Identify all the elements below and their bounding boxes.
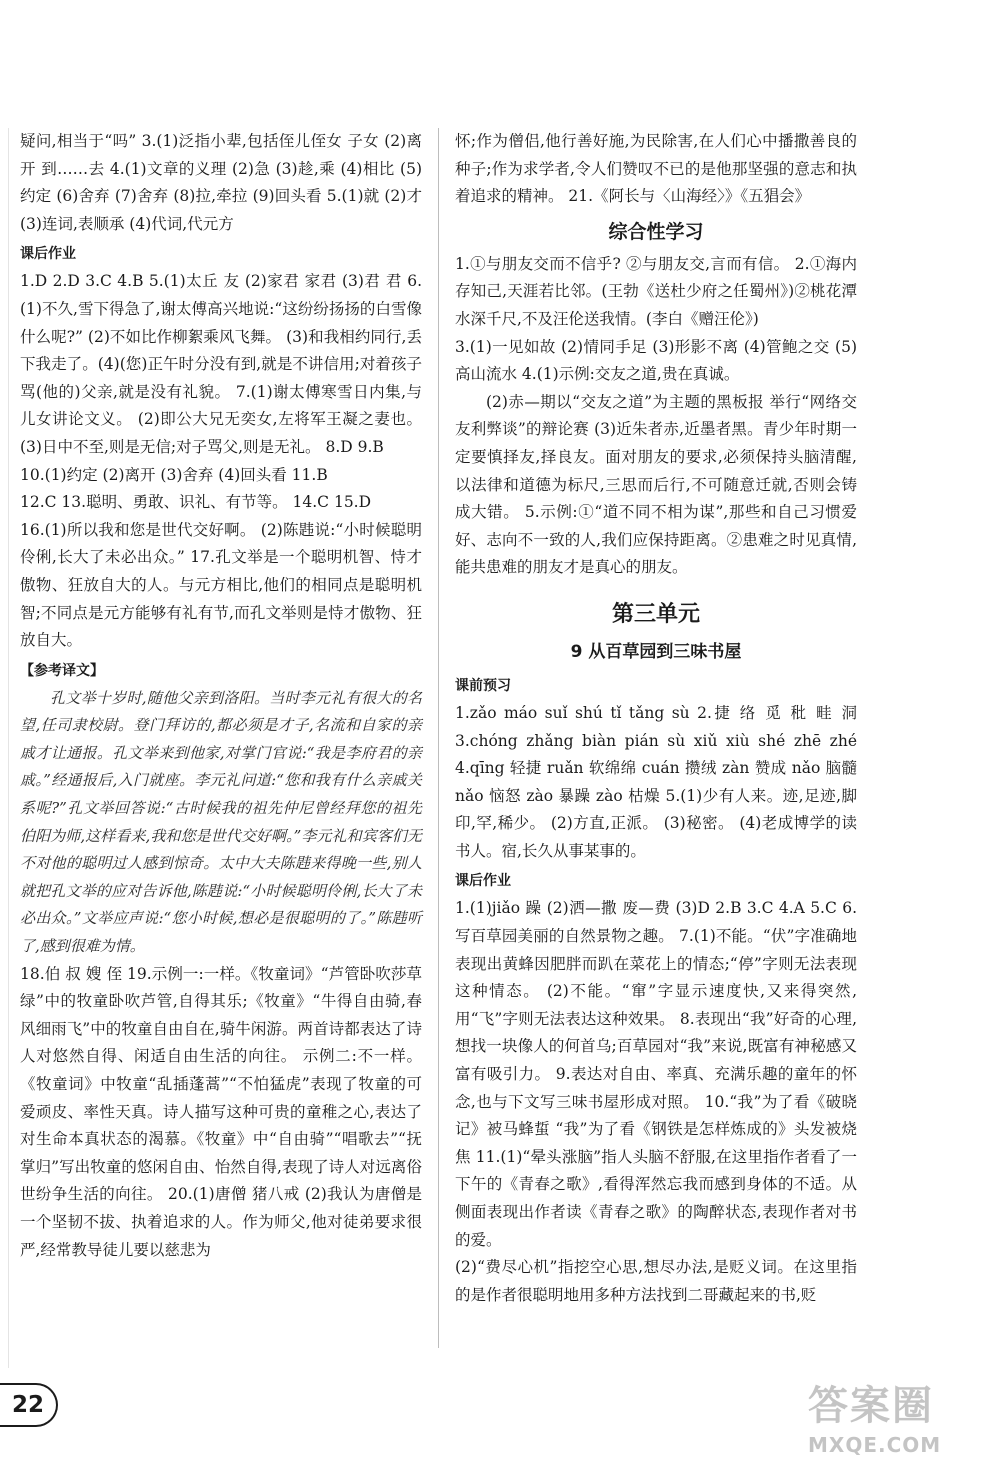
answer-paragraph: 18.伯 叔 嫂 侄 19.示例一:一样。《牧童词》“芦管卧吹莎草绿”中的牧童卧吹芦管,自得其乐;《牧童》“牛得自由骑,春风细雨飞”中的牧童自由自在,骑牛闲游。两首诗都表达了诗人对悠然自得、闲适自由生活的向往。 示例二:不一样。《牧童词》中牧童“乱插蓬蒿”“不怕猛虎”表现了牧童的可爱顽皮、率性天真。诗人描写这种可贵的童稚之心,表达了对生命本真状态的渴慕。《牧童》中“自由骑”“唱歌去”“抚掌归”写出牧童的悠闲自由、怡然自得,表现了诗人对远离俗世纷争生活的向往。 20.(1)唐僧 猪八戒 (2)我认为唐僧是一个坚韧不拔、执着追求的人。作为师父,他对徒弟要求很严,经常教导徒儿要以慈悲为: [20, 964, 422, 1259]
answer-paragraph: 怀;作为僧侣,他行善好施,为民除害,在人们心中播撒善良的种子;作为求学者,令人们赞叹不已的是他那坚强的意志和执着追求的精神。 21.《阿长与〈山海经〉》《五猖会》: [455, 132, 857, 206]
answer-paragraph: 10.(1)约定 (2)离开 (3)舍弃 (4)回头看 11.B: [20, 465, 328, 484]
answer-paragraph: 1.D 2.D 3.C 4.B 5.(1)太丘 友 (2)家君 家君 (3)君 君 6.(1)不久,雪下得急了,谢太傅高兴地说:“这纷纷扬扬的白雪像什么呢?” (2)不如比作柳絮乘风飞舞。 (3)和我相约同行,丢下我走了。(4)(您)正午时分没有到,就是不讲信用;对着孩子骂(他的)父亲,就是没有礼貌。 7.(1)谢太傅寒雪日内集,与儿女讲论文义。 (2)即公大兄无奕女,左将军王凝之妻也。 (3)日中不至,则是无信;对子骂父,则是无礼。 8.D 9.B: [20, 272, 422, 456]
lesson-title: 9 从百草园到三味书屋: [570, 641, 742, 662]
answer-paragraph: 12.C 13.聪明、勇敢、识礼、有节等。 14.C 15.D: [20, 493, 372, 512]
section-heading-translation: 【参考译文】: [20, 662, 104, 679]
unit-title: 第三单元: [611, 601, 700, 627]
answer-paragraph: 疑问,相当于“吗” 3.(1)泛指小辈,包括侄儿侄女 子女 (2)离开 到……去 4.(1)文章的义理 (2)急 (3)趁,乘 (4)相比 (5)约定 (6)舍弃 (7)舍弃 (8)拉,牵拉 (9)回头看 5.(1)就 (2)才 (3)连词,表顺承 (4)代词,代元方: [20, 132, 422, 233]
section-title: 综合性学习: [608, 220, 704, 243]
right-column: [455, 128, 857, 1309]
page-number: 22: [0, 1383, 58, 1427]
answer-paragraph: (2)“费尽心机”指挖空心思,想尽办法,是贬义词。在这里指的是作者很聪明地用多种方法找到二哥藏起来的书,贬: [455, 1258, 857, 1304]
section-heading-preview: 课前预习: [455, 677, 511, 694]
handwritten-translation: 孔文举十岁时,随他父亲到洛阳。当时李元礼有很大的名望,任司隶校尉。登门拜访的,都必须是才子,名流和自家的亲戚才让通报。孔文举来到他家,对掌门官说:“我是李府君的亲戚。”经通报后,入门就座。李元礼问道:“您和我有什么亲戚关系呢?”孔文举回答说:“古时候我的祖先仲尼曾经拜您的祖先伯阳为师,这样看来,我和您是世代交好啊。”李元礼和宾客们无不对他的聪明过人感到惊奇。太中大夫陈韪来得晚一些,别人就把孔文举的应对告诉他,陈韪说:“小时候聪明伶俐,长大了未必出众。”文举应声说:“您小时候,想必是很聪明的了。”陈韪听了,感到很难为情。: [20, 688, 422, 956]
answer-paragraph: 1.(1)jiǎo 躁 (2)洒—撒 废—费 (3)D 2.B 3.C 4.A 5.C 6.写百草园美丽的自然景物之趣。 7.(1)不能。“伏”字准确地表现出黄蜂因肥胖而趴在菜花上的情态;“停”字则无法表现这种情态。 (2)不能。“窜”字显示速度快,又来得突然,用“飞”字则无法表达这种效果。 8.表现出“我”好奇的心理,想找一块像人的何首乌;百草园对“我”来说,既富有神秘感又富有吸引力。 9.表达对自由、率真、充满乐趣的童年的怀念,也与下文写三味书屋形成对照。 10.“我”为了看《破晓记》被马蜂蜇 “我”为了看《钢铁是怎样炼成的》头发被烧焦 11.(1)“晕头涨脑”指人头脑不舒服,在这里指作者看了一下午的《青春之歌》,看得浑然忘我而感到身体的不适。从侧面表现出作者读《青春之歌》的陶醉状态,表现作者对书的爱。: [455, 899, 857, 1249]
answer-paragraph: 1.zǎo máo suǐ shú tǐ tǎng sù 2.捷 络 觅 秕 畦 洞 3.chóng zhǎng biàn pián sù xiǔ xiù shé zhē zhé 4.qīng 轻捷 ruǎn 软绵绵 cuán 攒绒 zàn 赞成 nǎo 脑髓 nǎo 恼怒 zào 暴躁 zào 枯燥 5.(1)少有人来。迹,足迹,脚印,罕,稀少。 (2)方直,正派。 (3)秘密。 (4)老成博学的读书人。宿,长久从事某事的。: [455, 703, 857, 860]
answer-paragraph: 16.(1)所以我和您是世代交好啊。 (2)陈韪说:“小时候聪明伶俐,长大了未必出众。” 17.孔文举是一个聪明机智、恃才傲物、狂放自大的人。与元方相比,他们的相同点是聪明机智;不同点是元方能够有礼有节,而孔文举则是恃才傲物、狂放自大。: [20, 520, 422, 650]
left-column: [20, 128, 422, 1264]
watermark-url: MXQE.COM: [808, 1433, 942, 1457]
watermark-logo: [808, 1380, 988, 1464]
watermark-logo-text: 答案圈: [808, 1383, 934, 1429]
section-heading-homework: 课后作业: [455, 873, 511, 890]
answer-paragraph: 1.①与朋友交而不信乎? ②与朋友交,言而有信。 2.①海内存知己,天涯若比邻。(王勃《送杜少府之任蜀州》)②桃花潭水深千尺,不及汪伦送我情。(李白《赠汪伦》): [455, 254, 857, 328]
answer-paragraph: 3.(1)一见如故 (2)情同手足 (3)形影不离 (4)管鲍之交 (5)高山流水 4.(1)示例:交友之道,贵在真诚。: [455, 337, 857, 384]
section-heading-homework: 课后作业: [20, 246, 76, 263]
answer-paragraph: (2)赤—期以“交友之道”为主题的黑板报 举行“网络交友利弊谈”的辩论赛 (3)近朱者赤,近墨者黑。青少年时期一定要慎择友,择良友。面对朋友的要求,必须保持头脑清醒,以法律和道德为标尺,三思而后行,不可随意迁就,否则会铸成大错。 5.示例:①“道不同不相为谋”,那些和自己习惯爱好、志向不一致的人,我们应保持距离。②患难之时见真情,能共患难的朋友才是真心的朋友。: [455, 392, 857, 577]
page-edge-line: [8, 128, 9, 1368]
column-divider: [438, 128, 439, 1348]
